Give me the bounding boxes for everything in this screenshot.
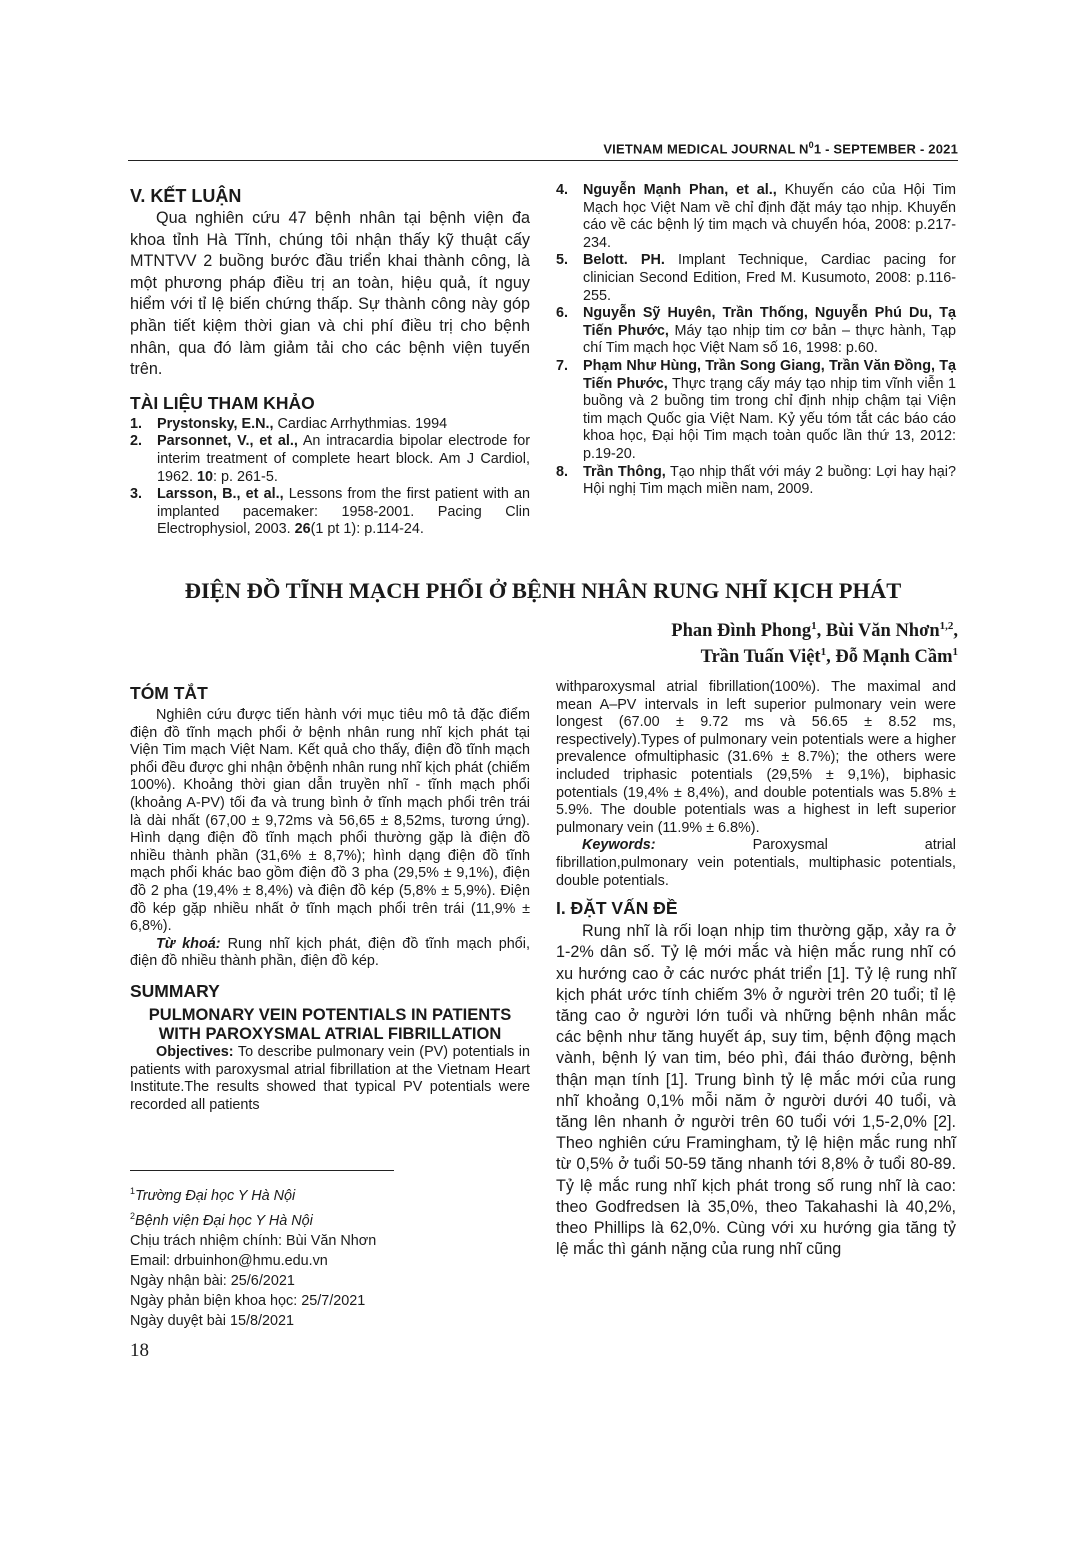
summary-title: PULMONARY VEIN POTENTIALS IN PATIENTS WITH PAROXYSMAL ATRIAL FIBRILLATION [148, 1005, 512, 1043]
reference-item: 8. Trần Thông, Tạo nhịp thất với máy 2 buồng: Lợi hay hại? Hội nghị Tim mạch miền nam, 2009. [556, 463, 956, 498]
summary-continuation: withparoxysmal atrial fibrillation(100%). The maximal and mean A–PV intervals in left superior pulmonary vein were longest (67.00 ± 9.72 ms và 56.65 ± 8.52 ms, respectively).Types of pulmonary vein potentials were a higher prevalence ofmultiphasic (31.6% ± 8.7%); the others were included triphasic potentials (29,5% ± 9,1%), biphasic potentials (19,4% ± 8,4%), and double potentials was 5.8% ± 5.9%. The double potentials was a highest in left superior pulmonary vein (11.9% ± 6.8%). [556, 679, 956, 836]
authors-line-1: Phan Đình Phong$^1$, Bùi Văn Nhơn$^{1,2}$, [671, 620, 958, 642]
summary-objectives: Objectives: To describe pulmonary vein (PV) potentials in patients with paroxysmal atrial fibrillation at the Vietnam Heart Institute.The results showed that typical PV potentials were recorded all patients [130, 1043, 530, 1113]
journal-name: VIETNAM MEDICAL JOURNAL N [603, 141, 809, 157]
abstract-heading: TÓM TẮT [130, 683, 208, 703]
conclusion-text: Qua nghiên cứu 47 bệnh nhân tại bệnh viện đa khoa tỉnh Hà Tĩnh, chúng tôi nhận thấy kỹ thuật cấy MTNTVV 2 buồng bước đầu triển khai thành công, là một phương pháp điều trị an toàn, hiệu quả, ít nguy hiểm với tỉ lệ biến chứng thấp. Sự thành công này góp phần tiết kiệm thời gian và chi phí điều trị cho bệnh nhân, qua đó làm giảm tải cho các bệnh viện tuyến trên. [130, 209, 530, 379]
conclusion-heading: V. KẾT LUẬN [130, 186, 242, 206]
references-heading: TÀI LIỆU THAM KHẢO [130, 392, 315, 413]
conclusion-section [130, 186, 530, 539]
summary-keywords-line: Keywords: Paroxysmal atrial [582, 837, 956, 854]
reference-list-right [556, 182, 956, 499]
abstract-right-column [556, 679, 956, 1260]
reference-item: 7. Phạm Như Hùng, Trần Song Giang, Trần Văn Đồng, Tạ Tiến Phước, Thực trạng cấy máy tạo nhịp tim vĩnh viễn 1 buồng và 2 buồng tim trong chỉ định nhịp chậm tại Viện tim mạch Quốc gia Việt Nam. Kỷ yếu tóm tắt các báo cáo khoa học, Đại hội Tim mạch toàn quốc lần thứ 13, 2012: p.19-20. [556, 357, 956, 462]
article-title: ĐIỆN ĐỒ TĨNH MẠCH PHỔI Ở BỆNH NHÂN RUNG NHĨ KỊCH PHÁT [184, 578, 902, 603]
authors-line-2: Trần Tuấn Việt$^1$, Đỗ Mạnh Cầm$^1$ [700, 646, 958, 668]
issue-date: 1 - SEPTEMBER - 2021 [813, 141, 958, 157]
summary-heading: SUMMARY [130, 980, 220, 1001]
header-rule [128, 160, 958, 161]
reference-item: 2. Parsonnet, V., et al., An intracardia bipolar electrode for interim treatment of complete heart block. Am J Cardiol, 1962. 10: p. 261-5. [130, 433, 530, 485]
footnote-rule [130, 1170, 394, 1171]
reference-list-left [130, 416, 530, 539]
abstract-keywords: Từ khoá: Rung nhĩ kịch phát, điện đồ tĩnh mạch phổi, điện đồ nhiều thành phần, điện đồ kép. [130, 935, 530, 970]
abstract-left-column [130, 683, 530, 1114]
footnote-affiliation-2: $^2$Bệnh viện Đại học Y Hà Nội [130, 1210, 313, 1229]
footnote-accepted: Ngày duyệt bài 15/8/2021 [130, 1312, 295, 1329]
reference-item: 1. Prystonsky, E.N., Cardiac Arrhythmias. 1994 [130, 415, 448, 432]
running-header [128, 140, 958, 156]
footnote-responsible: Chịu trách nhiệm chính: Bùi Văn Nhơn [130, 1232, 377, 1249]
issue-superscript: 0 [808, 140, 814, 150]
reference-item: 4. Nguyễn Mạnh Phan, et al., Khuyến cáo của Hội Tim Mạch học Việt Nam về chỉ định đặt máy tạo nhịp. Khuyến cáo về các bệnh lý tim mạch và chuyển hóa, 2008: p.217-234. [556, 182, 956, 251]
page-number: 18 [130, 1340, 149, 1361]
summary-keywords-rest: fibrillation,pulmonary vein potentials, multiphasic potentials, double potentials. [556, 854, 956, 889]
abstract-text: Nghiên cứu được tiến hành với mục tiêu mô tả đặc điểm điện đồ tĩnh mạch phổi ở bệnh nhân rung nhĩ kịch phát tại Viện Tim mạch Việt Nam. Kết quả cho thấy, điện đồ tĩnh mạch phổi đều được ghi nhận ởbệnh nhân rung nhĩ kịch phát (chiếm 100%). Khoảng thời gian dẫn truyền nhĩ - tĩnh mạch phổi (khoảng A-PV) tối đa và trung bình ở tĩnh mạch phổi trên trái là dài nhất (67,00 ± 9,72ms và 56,65 ± 8,52ms, tương ứng). Hình dạng điện đồ tĩnh mạch phổi thường gặp là điện đồ nhiều thành phần (31,6% ± 8,7%); hình dạng điện đồ tĩnh mạch phổi khác bao gồm điện đồ 3 pha (29,5% ± 9,1%), điện đồ 2 pha (19,4% ± 8,4%) và điện đồ kép (5,8% ± 5,9%). Điện đồ kép gặp nhiều nhất ở tĩnh mạch phổi trên trái (11,9% ± 6,8%). [130, 707, 530, 935]
reference-item: 6. Nguyễn Sỹ Huyên, Trần Thống, Nguyễn Phú Du, Tạ Tiến Phước, Máy tạo nhịp tim cơ bản – thực hành, Tạp chí Tim mạch học Việt Nam số 16, 1998: p.60. [556, 305, 956, 357]
reference-item: 3. Larsson, B., et al., Lessons from the first patient with an implanted pacemaker: 1958-2001. Pacing Clin Electrophysiol, 2003. 26(1 pt 1): p.114-24. [130, 486, 530, 538]
footnote-affiliation-1: $^1$Trường Đại học Y Hà Nội [130, 1186, 296, 1204]
footnotes [130, 1181, 530, 1331]
footnote-email: Email: drbuinhon@hmu.edu.vn [130, 1252, 328, 1269]
intro-heading: I. ĐẶT VẤN ĐỀ [556, 898, 678, 919]
footnote-reviewed: Ngày phản biện khoa học: 25/7/2021 [130, 1292, 366, 1309]
intro-text: Rung nhĩ là rối loạn nhịp tim thường gặp, xảy ra ở 1-2% dân số. Tỷ lệ mới mắc và hiện mắc rung nhĩ có xu hướng cao ở các nước phát triển [1]. Tỷ lệ rung nhĩ kịch phát ước tính chiếm 3% ở người trên 20 tuổi; tỉ lệ tăng cao ở người lớn tuổi và những bệnh nhân mắc các bệnh như tăng huyết áp, suy tim, bệnh động mạch vành, bệnh lý van tim, béo phì, đái tháo đường, bệnh thận mạn tính [1]. Trung bình tỷ lệ mắc mới của rung nhĩ khoảng 0,1% mỗi năm ở người dưới 40 tuổi, và tăng lên nhanh ở người trên 60 tuổi với 1,5-2,0% [2]. Theo nghiên cứu Framingham, tỷ lệ hiện mắc rung nhĩ từ 0,5% ở tuổi 50-59 tăng nhanh tới 8,8% ở tuổi 80-89. Tỷ lệ mắc rung nhĩ kịch phát trong số rung nhĩ là cao: theo Godfredsen là 35,0%, theo Takahashi là 40,2%, theo Phillips là 62,0%. Cùng với xu hướng gia tăng tỷ lệ mắc thì gánh nặng của rung nhĩ cũng [556, 922, 956, 1259]
footnote-received: Ngày nhận bài: 25/6/2021 [130, 1272, 295, 1289]
reference-item: 5. Belott. PH. Implant Technique, Cardiac pacing for clinician Second Edition, Fred M. Kusumoto, 2008: p.116-255. [556, 252, 956, 304]
references-right-column [556, 182, 956, 499]
